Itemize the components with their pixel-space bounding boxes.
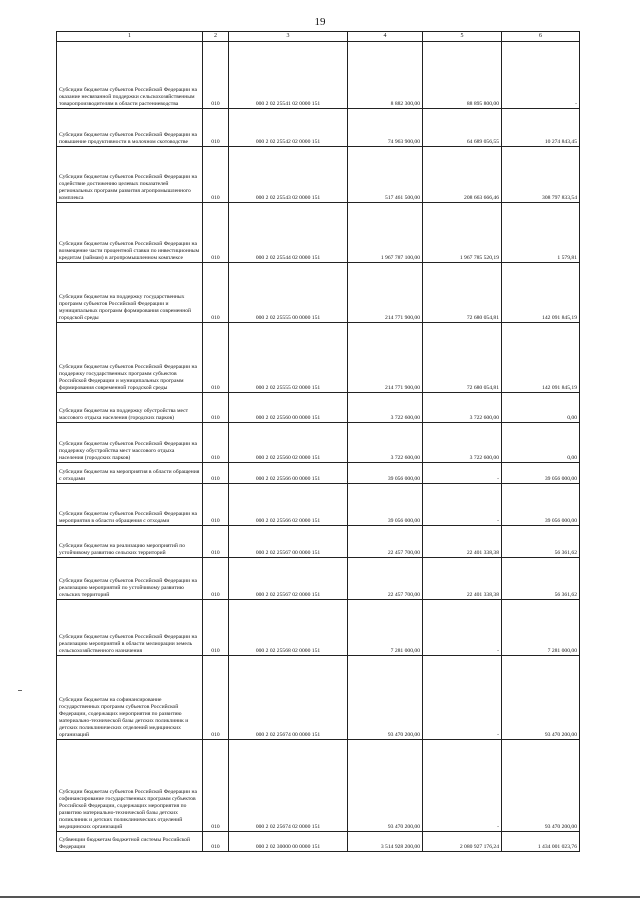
row-col6: 1 434 001 023,76 (502, 832, 580, 852)
row-col4: 3 514 928 200,00 (348, 832, 423, 852)
row-description: Субсидии бюджетам на мероприятия в области обращения с отходами (57, 463, 203, 484)
row-budget-code: 000 2 02 25555 02 0000 151 (229, 323, 348, 393)
col-header-5: 5 (423, 32, 502, 42)
table-row (57, 323, 580, 393)
row-col6: 142 091 845,19 (502, 323, 580, 393)
row-description: Субвенции бюджетам бюджетной системы Российской Федерации (57, 832, 203, 852)
row-budget-code: 000 2 02 25543 02 0000 151 (229, 147, 348, 203)
row-col6: 1 579,81 (502, 203, 580, 263)
row-col5: 64 689 056,55 (423, 109, 502, 147)
row-col5: - (423, 484, 502, 526)
row-col4: 517 461 500,00 (348, 147, 423, 203)
row-code: 010 (203, 393, 229, 423)
row-col4: 7 281 000,00 (348, 600, 423, 656)
col-header-4: 4 (348, 32, 423, 42)
row-col5: - (423, 463, 502, 484)
row-budget-code: 000 2 02 25567 00 0000 151 (229, 526, 348, 558)
row-description: Субсидии бюджетам субъектов Российской Федерации на мероприятия в области обращения с отходами (57, 484, 203, 526)
row-budget-code: 000 2 02 25566 02 0000 151 (229, 484, 348, 526)
row-col4: 8 882 300,00 (348, 42, 423, 109)
row-code: 010 (203, 109, 229, 147)
row-description: Субсидии бюджетам на софинансирование государственных программ субъектов Российской Федерации, содержащих мероприятия по развитию материально-технической базы детских поликлиник и детских поликлинических отделений медицинских организаций (57, 656, 203, 740)
row-col6: 0,00 (502, 393, 580, 423)
row-description: Субсидии бюджетам субъектов Российской Федерации на повышение продуктивности в молочном скотоводстве (57, 109, 203, 147)
table-row (57, 558, 580, 600)
row-col5: 3 722 600,00 (423, 423, 502, 463)
row-col4: 74 963 900,00 (348, 109, 423, 147)
row-col5: - (423, 656, 502, 740)
row-code: 010 (203, 463, 229, 484)
table-row (57, 832, 580, 852)
row-col4: 214 771 900,00 (348, 263, 423, 323)
row-col5: 2 080 927 176,24 (423, 832, 502, 852)
row-col5: 88 895 800,00 (423, 42, 502, 109)
row-description: Субсидии бюджетам субъектов Российской Федерации на софинансирование государственных программ субъектов Российской Федерации, содержащих мероприятия по развитию материально-технической базы детских поликлиник и детских поликлинических отделений медицинских организаций (57, 740, 203, 832)
row-code: 010 (203, 656, 229, 740)
row-description: Субсидии бюджетам на поддержку обустройства мест массового отдыха населения (городских парков) (57, 393, 203, 423)
row-description: Субсидии бюджетам субъектов Российской Федерации на реализацию мероприятий в области мелиорации земель сельскохозяйственного назначения (57, 600, 203, 656)
row-col6: 39 056 000,00 (502, 463, 580, 484)
row-budget-code: 000 2 02 25560 02 0000 151 (229, 423, 348, 463)
table-row (57, 203, 580, 263)
row-col4: 3 722 600,00 (348, 393, 423, 423)
table-row (57, 600, 580, 656)
table-row (57, 423, 580, 463)
row-col6: - (502, 42, 580, 109)
row-description: Субсидии бюджетам субъектов Российской Федерации на содействие достижению целевых показателей региональных программ развития агропромышленного комплекса (57, 147, 203, 203)
budget-table (56, 31, 580, 852)
table-row (57, 42, 580, 109)
row-code: 010 (203, 558, 229, 600)
row-col5: 3 722 600,00 (423, 393, 502, 423)
row-col6: 308 797 833,54 (502, 147, 580, 203)
row-col4: 39 056 000,00 (348, 484, 423, 526)
row-col5: 22 401 338,38 (423, 558, 502, 600)
row-col4: 214 771 900,00 (348, 323, 423, 393)
row-description: Субсидии бюджетам субъектов Российской Федерации на поддержку обустройства мест массового отдыха населения (городских парков) (57, 423, 203, 463)
row-col6: 93 470 200,00 (502, 740, 580, 832)
row-budget-code: 000 2 02 25542 02 0000 151 (229, 109, 348, 147)
row-budget-code: 000 2 02 25566 00 0000 151 (229, 463, 348, 484)
bottom-rule (0, 896, 640, 898)
row-budget-code: 000 2 02 25555 00 0000 151 (229, 263, 348, 323)
row-budget-code: 000 2 02 25541 02 0000 151 (229, 42, 348, 109)
row-code: 010 (203, 832, 229, 852)
table-row (57, 463, 580, 484)
row-col6: 93 470 200,00 (502, 656, 580, 740)
table-row (57, 656, 580, 740)
row-col5: 1 967 785 520,19 (423, 203, 502, 263)
table-row (57, 526, 580, 558)
row-code: 010 (203, 526, 229, 558)
row-col5: 72 680 054,81 (423, 323, 502, 393)
row-budget-code: 000 2 02 25568 02 0000 151 (229, 600, 348, 656)
margin-mark (18, 690, 22, 691)
row-code: 010 (203, 203, 229, 263)
row-col4: 22 457 700,00 (348, 558, 423, 600)
row-code: 010 (203, 263, 229, 323)
table-row (57, 740, 580, 832)
row-description: Субсидии бюджетам субъектов Российской Федерации на возмещение части процентной ставки по инвестиционным кредитам (займам) в агропромышленном комплексе (57, 203, 203, 263)
table-row (57, 263, 580, 323)
row-code: 010 (203, 740, 229, 832)
row-description: Субсидии бюджетам на реализацию мероприятий по устойчивому развитию сельских территорий (57, 526, 203, 558)
row-col6: 10 274 843,45 (502, 109, 580, 147)
row-col4: 93 470 200,00 (348, 656, 423, 740)
row-code: 010 (203, 42, 229, 109)
row-budget-code: 000 2 02 25544 02 0000 151 (229, 203, 348, 263)
col-header-3: 3 (229, 32, 348, 42)
row-budget-code: 000 2 02 25674 02 0000 151 (229, 740, 348, 832)
row-col4: 3 722 600,00 (348, 423, 423, 463)
row-budget-code: 000 2 02 25567 02 0000 151 (229, 558, 348, 600)
row-code: 010 (203, 423, 229, 463)
row-col6: 39 056 000,00 (502, 484, 580, 526)
row-budget-code: 000 2 02 30000 00 0000 151 (229, 832, 348, 852)
col-header-2: 2 (203, 32, 229, 42)
row-col4: 39 056 000,00 (348, 463, 423, 484)
row-description: Субсидии бюджетам субъектов Российской Федерации на поддержку государственных программ субъектов Российской Федерации и муниципальных программ формирования современной городской среды (57, 323, 203, 393)
col-header-6: 6 (502, 32, 580, 42)
row-code: 010 (203, 484, 229, 526)
row-col5: 22 401 338,38 (423, 526, 502, 558)
table-row (57, 147, 580, 203)
row-col6: 0,00 (502, 423, 580, 463)
table-row (57, 109, 580, 147)
col-header-1: 1 (57, 32, 203, 42)
row-col5: - (423, 600, 502, 656)
row-col4: 1 967 787 100,00 (348, 203, 423, 263)
row-budget-code: 000 2 02 25674 00 0000 151 (229, 656, 348, 740)
row-description: Субсидии бюджетам субъектов Российской Федерации на оказание несвязанной поддержки сельскохозяйственным товаропроизводителям в области растениеводства (57, 42, 203, 109)
table-row (57, 393, 580, 423)
row-col4: 93 470 200,00 (348, 740, 423, 832)
row-col6: 56 361,62 (502, 526, 580, 558)
row-code: 010 (203, 323, 229, 393)
row-col6: 7 281 000,00 (502, 600, 580, 656)
row-col5: 72 680 054,81 (423, 263, 502, 323)
row-code: 010 (203, 147, 229, 203)
header-row (57, 32, 580, 42)
row-description: Субсидии бюджетам на поддержку государственных программ субъектов Российской Федерации и муниципальных программ формирования современной городской среды (57, 263, 203, 323)
row-col5: 208 663 666,46 (423, 147, 502, 203)
row-code: 010 (203, 600, 229, 656)
row-budget-code: 000 2 02 25560 00 0000 151 (229, 393, 348, 423)
row-col6: 56 361,62 (502, 558, 580, 600)
row-col5: - (423, 740, 502, 832)
table-row (57, 484, 580, 526)
row-description: Субсидии бюджетам субъектов Российской Федерации на реализацию мероприятий по устойчивому развитию сельских территорий (57, 558, 203, 600)
row-col4: 22 457 700,00 (348, 526, 423, 558)
page-number: 19 (314, 16, 326, 28)
row-col6: 142 091 845,19 (502, 263, 580, 323)
